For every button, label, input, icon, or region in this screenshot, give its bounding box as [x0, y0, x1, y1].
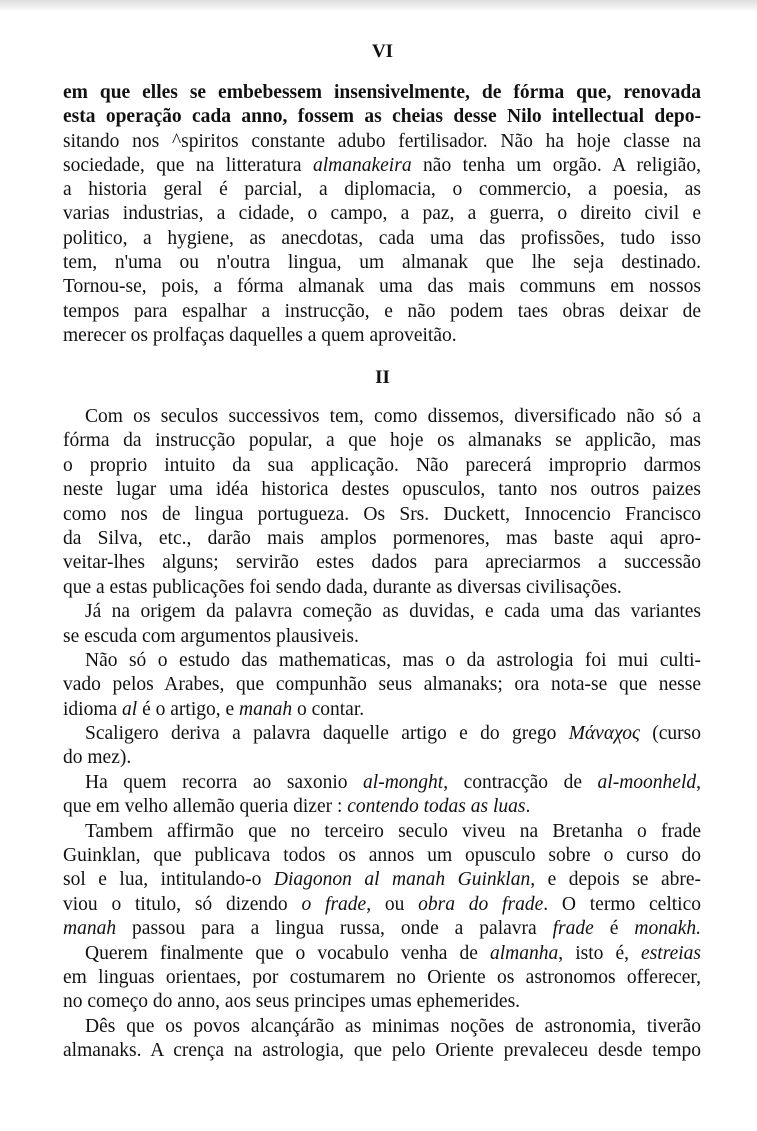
text-segment: o proprio intuito da sua applicação. Não parecerá improprio darmos	[63, 454, 701, 476]
text-segment: em que elles se embebessem insensivelmente, de fórma que, renovada	[63, 82, 701, 103]
italic-text: o frade	[301, 893, 367, 915]
italic-text: manah	[239, 698, 293, 720]
text-line	[63, 746, 701, 770]
text-segment: politico, a hygiene, as anecdotas, cada uma das profissões, tudo isso	[63, 227, 701, 249]
text-segment: idioma	[63, 698, 123, 720]
text-segment: , isto é,	[558, 942, 642, 964]
text-line	[63, 722, 701, 746]
text-segment: Não só o estudo das mathematicas, mas o da astrologia foi mui culti-	[85, 649, 701, 671]
text-segment: que em velho allemão queria dizer :	[63, 796, 348, 818]
text-segment: Scaligero deriva a palavra daquelle artigo e do grego	[85, 723, 569, 745]
text-segment: , e depois se abre-	[530, 869, 701, 891]
text-segment: sociedade, que na litteratura	[63, 154, 313, 176]
text-segment: Tambem affirmão que no terceiro seculo viveu na Bretanha o frade	[85, 820, 701, 842]
text-line	[63, 600, 701, 624]
text-segment: tem, n'uma ou n'outra lingua, um almanak que lhe seja destinado.	[63, 252, 701, 274]
text-segment: Já na origem da palavra começão as duvidas, e cada uma das variantes	[85, 601, 701, 623]
text-segment: Guinklan, que publicava todos os annos um opusculo sobre o curso do	[63, 845, 701, 867]
italic-text: al-monght	[363, 771, 444, 793]
text-segment: em linguas orientaes, por costumarem no Oriente os astronomos offerecer,	[63, 966, 701, 988]
text-line	[63, 81, 701, 105]
text-line	[63, 527, 701, 551]
text-segment: varias industrias, a cidade, o campo, a paz, a guerra, o direito civil e	[63, 203, 701, 225]
text-segment: Dês que os povos alcançárão as minimas noções de astronomia, tiverão	[85, 1015, 701, 1037]
text-line	[63, 844, 701, 868]
text-line	[63, 698, 701, 722]
text-segment: sitando nos ^spiritos constante adubo fertilisador. Não ha hoje classe na	[63, 130, 701, 152]
section-heading: II	[375, 367, 390, 388]
text-line	[63, 942, 701, 966]
text-line	[63, 625, 701, 649]
italic-text: manah	[63, 918, 117, 940]
italic-text: estreias	[641, 942, 701, 964]
text-line	[63, 478, 701, 502]
text-line	[63, 1015, 701, 1039]
text-line	[63, 300, 701, 324]
paragraph-block-2	[63, 405, 701, 1064]
text-line	[63, 917, 701, 941]
text-segment: Com os seculos successivos tem, como dissemos, diversificado não só a	[85, 406, 701, 427]
text-line	[63, 178, 701, 202]
text-segment: veitar-lhes alguns; servirão estes dados para apreciarmos a successão	[63, 552, 701, 574]
text-segment: almanaks. A crença na astrologia, que pelo Oriente prevaleceu desde tempo	[63, 1040, 701, 1062]
italic-text: Diagonon al manah Guinklan	[273, 869, 531, 891]
text-segment: fórma da instrucção popular, a que hoje os almanaks se applicão, mas	[63, 430, 701, 452]
text-segment: viou o titulo, só dizendo	[63, 893, 302, 915]
text-segment: , ou	[366, 893, 419, 915]
text-line	[63, 154, 701, 178]
text-segment: não tenha um orgão. A religião,	[411, 154, 701, 176]
text-segment: que a estas publicações foi sendo dada, durante as diversas civilisações.	[63, 576, 622, 598]
text-segment: é o artigo, e	[137, 698, 240, 720]
italic-text: al	[122, 698, 138, 720]
text-segment: . O termo celtico	[543, 893, 701, 915]
italic-text: contendo todas as luas	[347, 796, 526, 818]
text-line	[63, 454, 701, 478]
text-segment: se escuda com argumentos plausiveis.	[63, 625, 359, 647]
text-segment: (curso	[639, 723, 701, 745]
text-segment: tempos para espalhar a instrucção, e não podem taes obras deixar de	[63, 300, 701, 322]
text-line	[63, 771, 701, 795]
text-line	[63, 275, 701, 299]
italic-text: al-moonheld	[597, 771, 697, 793]
italic-text: almanakeira	[313, 154, 412, 176]
text-line	[63, 990, 701, 1014]
text-segment: é	[593, 918, 635, 940]
text-line	[63, 503, 701, 527]
text-line	[63, 551, 701, 575]
text-line	[63, 405, 701, 429]
page-number: VI	[371, 41, 394, 62]
text-segment: no começo do anno, aos seus principes umas ephemerides.	[63, 991, 521, 1013]
text-segment: vado pelos Arabes, que compunhão seus almanaks; ora nota-se que nesse	[63, 674, 701, 696]
text-segment: ,	[696, 771, 701, 793]
scan-edge	[0, 0, 757, 12]
text-segment: , contracção de	[443, 771, 598, 793]
text-segment: Ha quem recorra ao saxonio	[85, 771, 364, 793]
text-segment: neste lugar uma idéa historica destes opusculos, tanto nos outros paizes	[63, 479, 701, 501]
text-segment: como nos de lingua portugueza. Os Srs. Duckett, Innocencio Francisco	[63, 503, 701, 525]
text-segment: do mez).	[63, 747, 132, 769]
text-segment: esta operação cada anno, fossem as cheias desse Nilo intellectual depo-	[63, 106, 701, 128]
text-line	[63, 429, 701, 453]
text-line	[63, 649, 701, 673]
italic-text: Μάναχος	[568, 723, 640, 745]
text-line	[63, 893, 701, 917]
text-line	[63, 324, 701, 348]
text-line	[63, 227, 701, 251]
paragraph-block-1	[63, 81, 701, 348]
italic-text: obra do frade	[418, 893, 544, 915]
text-line	[63, 966, 701, 990]
text-segment: Querem finalmente que o vocabulo venha de	[85, 942, 491, 964]
text-segment: merecer os prolfaças daquelles a quem aproveitão.	[63, 324, 457, 346]
text-segment: Tornou-se, pois, a fórma almanak uma das mais communs em nossos	[63, 276, 701, 298]
text-line	[63, 105, 701, 129]
text-line	[63, 251, 701, 275]
text-segment: sol e lua, intitulando-o	[63, 869, 274, 891]
italic-text: frade	[552, 918, 594, 940]
text-line	[63, 795, 701, 819]
text-segment: .	[525, 796, 531, 818]
text-line	[63, 673, 701, 697]
text-line	[63, 820, 701, 844]
text-segment: o contar.	[292, 698, 365, 720]
text-segment: a historia geral é parcial, a diplomacia, o commercio, a poesia, as	[63, 179, 701, 201]
text-line	[63, 576, 701, 600]
text-line	[63, 130, 701, 154]
text-line	[63, 1039, 701, 1063]
text-segment: da Silva, etc., darão mais amplos pormenores, mas baste aqui apro-	[63, 527, 701, 549]
text-line	[63, 868, 701, 892]
italic-text: monakh.	[634, 918, 701, 940]
italic-text: almanha	[490, 942, 559, 964]
text-segment: passou para a lingua russa, onde a palavra	[116, 918, 553, 940]
text-line	[63, 202, 701, 226]
